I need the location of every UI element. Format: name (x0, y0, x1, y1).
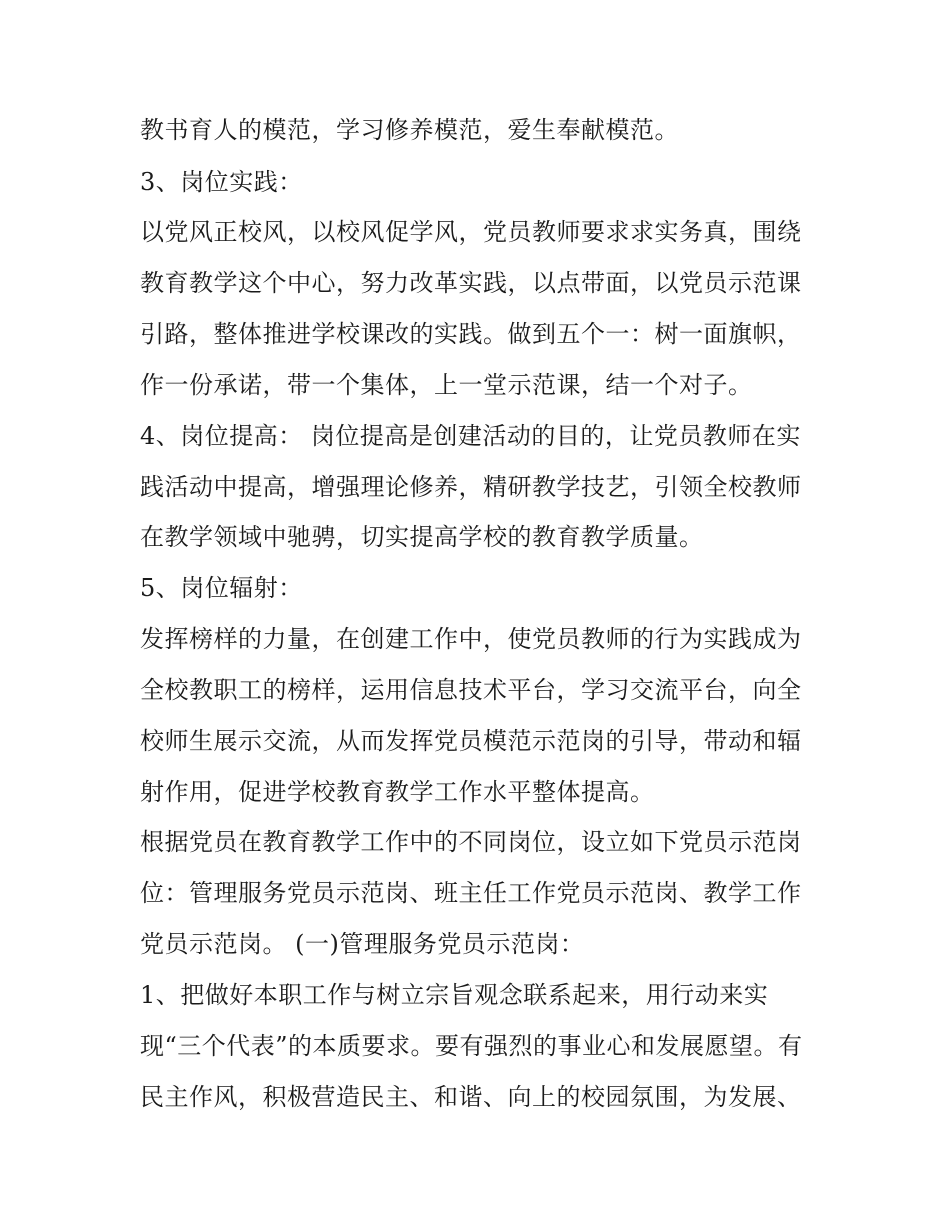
text-line: 教书育人的模范，学习修养模范，爱生奉献模范。 (140, 116, 679, 144)
section-heading-3: 3、岗位实践： (140, 168, 303, 196)
text-line: 射作用，促进学校教育教学工作水平整体提高。 (140, 778, 655, 806)
text-line: 以党风正校风，以校风促学风，党员教师要求求实务真，围绕 (140, 218, 802, 246)
text-line: 党员示范岗。 (一)管理服务党员示范岗： (140, 930, 585, 958)
text-line: 全校教职工的榜样，运用信息技术平台，学习交流平台，向全 (140, 676, 802, 704)
text-line: 践活动中提高，增强理论修养，精研教学技艺，引领全校教师 (140, 473, 802, 501)
text-line: 教育教学这个中心，努力改革实践，以点带面，以党员示范课 (140, 269, 802, 297)
section-heading-5: 5、岗位辐射： (140, 574, 303, 602)
text-line: 发挥榜样的力量，在创建工作中，使党员教师的行为实践成为 (140, 625, 802, 653)
text-line: 民主作风，积极营造民主、和谐、向上的校园氛围，为发展、 (140, 1083, 802, 1111)
text-line: 位：管理服务党员示范岗、班主任工作党员示范岗、教学工作 (140, 879, 802, 907)
text-line: 在教学领域中驰骋，切实提高学校的教育教学质量。 (140, 523, 704, 551)
text-line: 1、把做好本职工作与树立宗旨观念联系起来，用行动来实 (140, 981, 769, 1009)
section-heading-4: 4、岗位提高： 岗位提高是创建活动的目的，让党员教师在实 (140, 422, 801, 450)
text-line: 作一份承诺，带一个集体，上一堂示范课，结一个对子。 (140, 371, 753, 399)
text-line: 校师生展示交流，从而发挥党员模范示范岗的引导，带动和辐 (140, 727, 802, 755)
text-line: 引路，整体推进学校课改的实践。做到五个一：树一面旗帜， (140, 320, 802, 348)
text-line: 根据党员在教育教学工作中的不同岗位，设立如下党员示范岗 (140, 828, 802, 856)
text-line: 现“三个代表”的本质要求。要有强烈的事业心和发展愿望。有 (140, 1032, 803, 1060)
